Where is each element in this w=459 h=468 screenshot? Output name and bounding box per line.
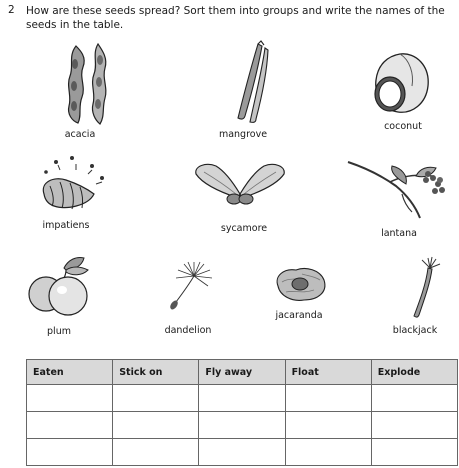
seed-label-impatiens: impatiens (42, 220, 90, 231)
table-header-row (27, 360, 458, 385)
seed-label-plum: plum (47, 326, 71, 337)
sorting-table (26, 359, 458, 466)
answer-cell[interactable] (285, 412, 371, 439)
answer-cell[interactable] (285, 385, 371, 412)
answer-cell[interactable] (27, 412, 113, 439)
impatiens-pod-icon (36, 152, 112, 216)
seed-label-mangrove: mangrove (218, 129, 268, 140)
plum-icon (26, 254, 92, 318)
answer-cell[interactable] (371, 412, 457, 439)
answer-cell[interactable] (113, 412, 199, 439)
answer-cell[interactable] (199, 412, 285, 439)
answer-cell[interactable] (27, 385, 113, 412)
seed-label-lantana: lantana (381, 228, 417, 239)
column-header-eaten: Eaten (27, 360, 113, 385)
answer-cell[interactable] (27, 439, 113, 466)
column-header-fly-away: Fly away (199, 360, 285, 385)
sycamore-seed-icon (192, 158, 288, 212)
column-header-stick-on: Stick on (113, 360, 199, 385)
answer-cell[interactable] (199, 439, 285, 466)
jacaranda-seed-icon (272, 264, 328, 304)
answer-cell[interactable] (199, 385, 285, 412)
answer-cell[interactable] (371, 439, 457, 466)
answer-cell[interactable] (113, 385, 199, 412)
answer-cell[interactable] (371, 385, 457, 412)
answer-cell[interactable] (285, 439, 371, 466)
lantana-branch-icon (346, 154, 452, 220)
column-header-explode: Explode (371, 360, 457, 385)
seed-label-jacaranda: jacaranda (275, 310, 323, 321)
question-number: 2 (8, 4, 15, 16)
answer-cell[interactable] (113, 439, 199, 466)
column-header-float: Float (285, 360, 371, 385)
dandelion-seed-icon (158, 260, 216, 310)
table-row (27, 439, 458, 466)
blackjack-seed-icon (404, 256, 444, 320)
table-row (27, 385, 458, 412)
seed-label-acacia: acacia (64, 129, 96, 140)
mangrove-seed-icon (228, 40, 272, 126)
acacia-pod-icon (60, 42, 116, 126)
coconut-icon (370, 50, 432, 118)
seed-label-coconut: coconut (384, 121, 422, 132)
table-row (27, 412, 458, 439)
seed-label-blackjack: blackjack (392, 325, 438, 336)
question-text: How are these seeds spread? Sort them into groups and write the names of the seeds in the table. (26, 5, 445, 31)
seed-label-sycamore: sycamore (220, 223, 268, 234)
seed-label-dandelion: dandelion (164, 325, 212, 336)
